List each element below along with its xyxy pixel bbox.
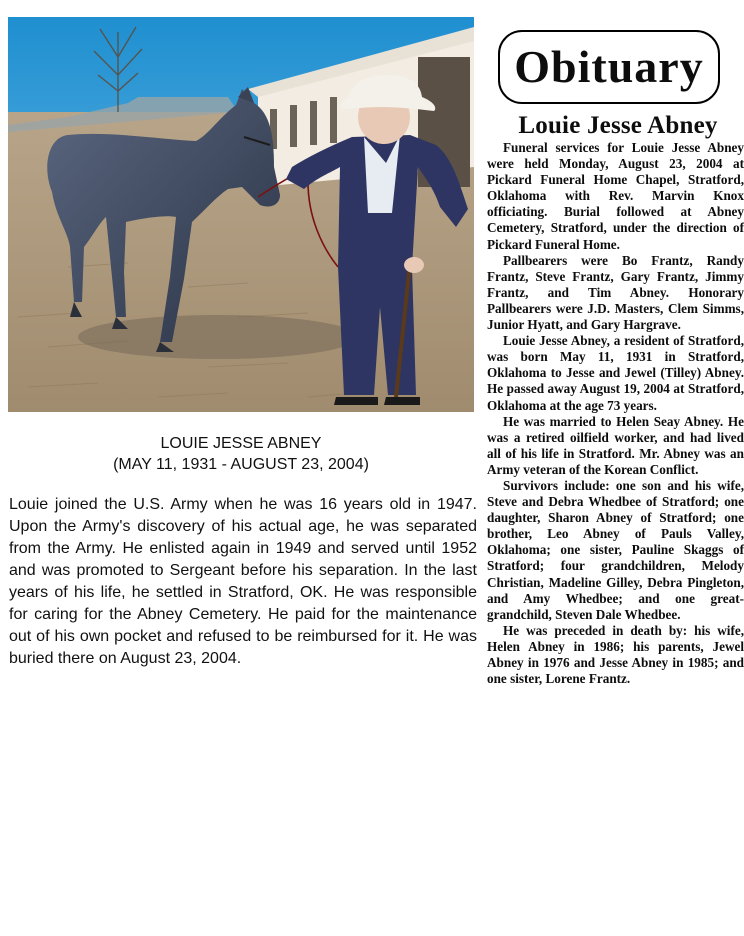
paragraph-preceded: He was preceded in death by: his wife, Helen Abney in 1986; his parents, Jewel Abney in 1976 and Jesse Abney in 1985; and one sister, Lorene Frantz.: [487, 622, 744, 687]
masthead-title: Obituary: [514, 41, 704, 92]
photo: [8, 17, 474, 412]
obituary-body: [487, 140, 744, 687]
paragraph-survivors: Survivors include: one son and his wife, Steve and Debra Whedbee of Stratford; one daughter, Sharon Abney of Stratford; one brother, Leo Abney of Pauls Valley, Oklahoma; one sister, Pauline Skaggs of Stratford; four grandchildren, Melody Christian, Madeline Gilley, Debra Pingleton, and Amy Whedbee; and one great-grandchild, Steven Dale Whedbee.: [487, 477, 744, 622]
paragraph-birth: Louie Jesse Abney, a resident of Stratford, was born May 11, 1931 in Stratford, Oklahoma to Jesse and Jewel (Tilley) Abney. He passed away August 19, 2004 at Stratford, Oklahoma at the age 73 years.: [487, 333, 744, 413]
paragraph-life: He was married to Helen Seay Abney. He was a retired oilfield worker, and had lived all of his life in Stratford. Mr. Abney was an Army veteran of the Korean Conflict.: [487, 413, 744, 477]
photo-caption: [8, 433, 474, 475]
caption-dates: (MAY 11, 1931 - AUGUST 23, 2004): [113, 456, 369, 473]
caption-name: LOUIE JESSE ABNEY: [160, 435, 322, 452]
newspaper-clipping: [482, 20, 744, 936]
paragraph-pallbearers: Pallbearers were Bo Frantz, Randy Frantz, Steve Frantz, Gary Frantz, Jimmy Frantz, and Tim Abney. Honorary Pallbearers were J.D. Masters, Clem Simms, Junior Hyatt, and Gary Hargrave.: [487, 252, 744, 333]
decedent-name: Louie Jesse Abney: [518, 112, 718, 139]
paragraph-services: Funeral services for Louie Jesse Abney were held Monday, August 23, 2004 at Pickard Funeral Home Chapel, Stratford, Oklahoma with Rev. Marvin Knox officiating. Burial followed at Abney Cemetery, Stratford, under the direction of Pickard Funeral Home.: [487, 140, 744, 252]
obituary-masthead: [498, 30, 720, 104]
biography: Louie joined the U.S. Army when he was 16 years old in 1947. Upon the Army's discovery of his actual age, he was separated from the Army. He enlisted again in 1949 and served until 1952 and was promoted to Sergeant before his separation. In the last years of his life, he settled in Stratford, OK. He was responsible for caring for the Abney Cemetery. He paid for the maintenance out of his own pocket and refused to be reimbursed for it. He was buried there on August 23, 2004.: [9, 496, 477, 667]
